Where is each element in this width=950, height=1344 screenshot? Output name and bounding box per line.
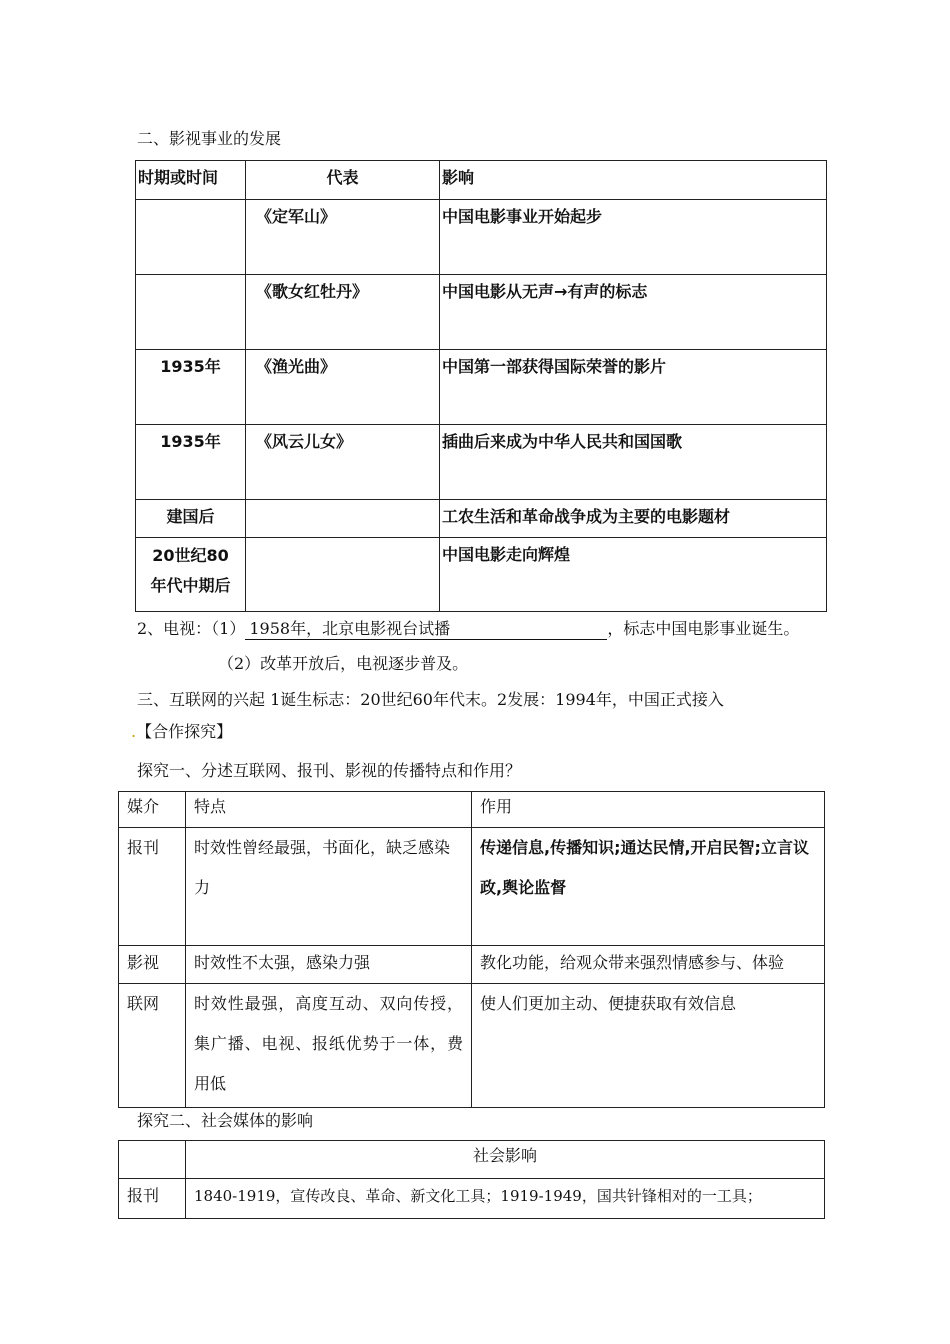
coop-heading (131, 719, 232, 742)
rep-cell: 《渔光曲》 (256, 357, 337, 376)
fill-in-blank (245, 619, 607, 640)
table-row (119, 984, 825, 1108)
media-cell: 影视 (119, 946, 186, 984)
header-media: 媒介 (119, 792, 186, 828)
period-cell (136, 200, 245, 212)
tv-suffix: ，标志中国电影事业诞生。 (607, 619, 800, 638)
table-row (136, 500, 827, 538)
header-role: 作用 (472, 792, 825, 828)
header-feature: 特点 (186, 792, 472, 828)
rep-cell: 《歌女红牡丹》 (256, 282, 369, 301)
period-cell: 1935年 (160, 357, 221, 376)
table-row (136, 200, 827, 275)
impact-cell: 工农生活和革命战争成为主要的电影题材 (442, 507, 731, 526)
blank-answer: 1958年，北京电影视台试播 (249, 619, 451, 638)
table-row (136, 275, 827, 350)
table-header-row (136, 161, 827, 200)
media-features-table (118, 791, 825, 1108)
section-internet: 三、互联网的兴起 1诞生标志：20世纪60年代末。2发展：1994年，中国正式接入 (137, 690, 724, 709)
feature-cell: 时效性不太强，感染力强 (186, 946, 472, 984)
table-row (136, 350, 827, 425)
explore2-title: 探究二、社会媒体的影响 (137, 1111, 314, 1130)
header-blank (119, 1141, 186, 1179)
impact-cell: 1840-1919，宣传改良、革命、新文化工具；1919-1949，国共针锋相对的一工具； (186, 1179, 825, 1219)
header-impact: 社会影响 (186, 1141, 825, 1179)
rep-cell (246, 538, 439, 550)
feature-cell: 时效性最强，高度互动、双向传授，集广播、电视、报纸优势于一体，费用低 (186, 984, 472, 1108)
table-header-row (119, 1141, 825, 1179)
table-header-row (119, 792, 825, 828)
media-impact-table (118, 1140, 825, 1219)
table-row (119, 1179, 825, 1219)
impact-cell: 中国第一部获得国际荣誉的影片 (442, 357, 667, 376)
rep-cell: 《定军山》 (256, 207, 337, 226)
rep-cell (246, 500, 439, 512)
header-rep: 代表 (326, 168, 359, 187)
rep-cell: 《风云儿女》 (256, 432, 353, 451)
section-heading: 二、影视事业的发展 (137, 129, 282, 148)
header-period: 时期或时间 (138, 168, 219, 187)
media-cell: 联网 (119, 984, 186, 1108)
tv-line-2: （2）改革开放后，电视逐步普及。 (218, 654, 469, 673)
coop-title: 【合作探究】 (136, 722, 233, 741)
tv-prefix: 2、电视：（1） (137, 619, 246, 638)
table-row (136, 538, 827, 612)
role-cell: 使人们更加主动、便捷获取有效信息 (472, 984, 825, 1108)
table-row (119, 828, 825, 946)
table-row (119, 946, 825, 984)
feature-cell: 时效性曾经最强，书面化，缺乏感染力 (186, 828, 472, 946)
impact-cell: 中国电影走向辉煌 (442, 545, 571, 564)
tv-line-1 (137, 616, 799, 640)
header-impact: 影响 (442, 168, 475, 187)
table-row (136, 425, 827, 500)
period-cell (136, 275, 245, 287)
period-cell: 1935年 (160, 432, 221, 451)
media-cell: 报刊 (119, 828, 186, 946)
explore1-title: 探究一、分述互联网、报刊、影视的传播特点和作用？ (137, 761, 522, 780)
impact-cell: 插曲后来成为中华人民共和国国歌 (442, 432, 683, 451)
media-cell: 报刊 (119, 1179, 186, 1219)
film-history-table (135, 160, 827, 612)
impact-cell: 中国电影事业开始起步 (442, 207, 603, 226)
role-cell: 传递信息,传播知识;通达民情,开启民智;立言议政,舆论监督 (472, 828, 825, 946)
period-cell-line2: 年代中期后 (150, 576, 231, 595)
period-cell-line1: 20世纪80 (152, 546, 229, 565)
period-cell: 建国后 (166, 507, 215, 526)
role-cell: 教化功能，给观众带来强烈情感参与、体验 (472, 946, 825, 984)
impact-cell: 中国电影从无声→有声的标志 (442, 282, 648, 301)
dot-mark: . (131, 722, 137, 741)
